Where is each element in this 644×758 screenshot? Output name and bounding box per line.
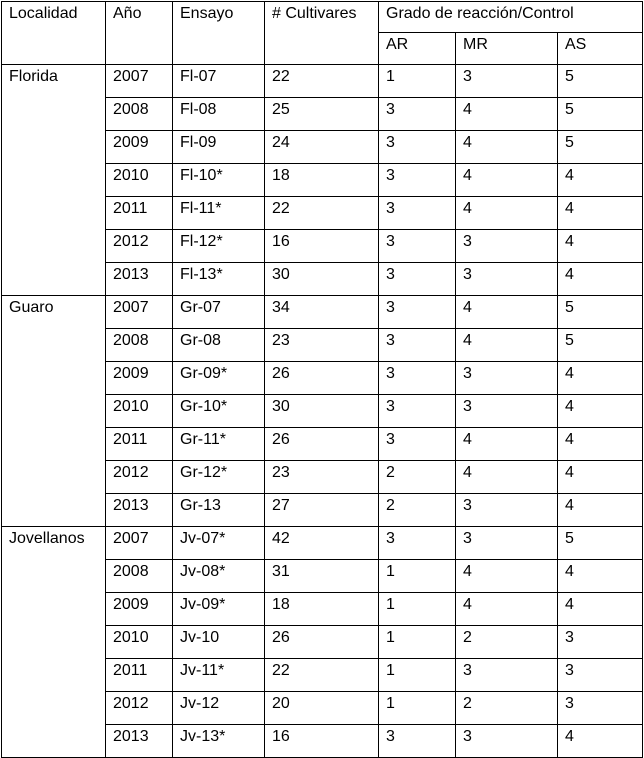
cell-anio: 2007 xyxy=(106,296,173,329)
reaction-table xyxy=(1,1,643,758)
cell-localidad: Jovellanos xyxy=(2,527,106,758)
cell-ensayo: Jv-10 xyxy=(173,626,265,659)
cell-ensayo: Gr-11* xyxy=(173,428,265,461)
cell-ensayo: Gr-12* xyxy=(173,461,265,494)
cell-ensayo: Fl-11* xyxy=(173,197,265,230)
cell-ensayo: Fl-07 xyxy=(173,65,265,98)
cell-ar: 1 xyxy=(379,65,456,98)
cell-cultivares: 22 xyxy=(265,197,379,230)
cell-anio: 2013 xyxy=(106,725,173,758)
cell-as: 4 xyxy=(558,263,643,296)
cell-ar: 3 xyxy=(379,131,456,164)
cell-ensayo: Jv-12 xyxy=(173,692,265,725)
cell-ar: 3 xyxy=(379,98,456,131)
cell-anio: 2009 xyxy=(106,362,173,395)
cell-ar: 3 xyxy=(379,296,456,329)
cell-ar: 3 xyxy=(379,329,456,362)
col-header-ar: AR xyxy=(379,33,456,65)
cell-as: 5 xyxy=(558,98,643,131)
cell-mr: 2 xyxy=(456,626,558,659)
cell-as: 4 xyxy=(558,362,643,395)
cell-as: 5 xyxy=(558,131,643,164)
cell-cultivares: 27 xyxy=(265,494,379,527)
cell-ensayo: Gr-10* xyxy=(173,395,265,428)
cell-cultivares: 25 xyxy=(265,98,379,131)
cell-as: 4 xyxy=(558,461,643,494)
col-header-anio: Año xyxy=(106,2,173,65)
cell-as: 3 xyxy=(558,626,643,659)
cell-anio: 2010 xyxy=(106,395,173,428)
cell-mr: 3 xyxy=(456,494,558,527)
cell-ensayo: Fl-08 xyxy=(173,98,265,131)
cell-mr: 4 xyxy=(456,329,558,362)
cell-mr: 4 xyxy=(456,428,558,461)
cell-as: 5 xyxy=(558,65,643,98)
cell-ar: 3 xyxy=(379,395,456,428)
cell-anio: 2011 xyxy=(106,659,173,692)
cell-cultivares: 20 xyxy=(265,692,379,725)
cell-mr: 4 xyxy=(456,593,558,626)
table-row xyxy=(2,527,643,560)
cell-anio: 2012 xyxy=(106,692,173,725)
cell-anio: 2010 xyxy=(106,164,173,197)
cell-mr: 4 xyxy=(456,296,558,329)
cell-anio: 2008 xyxy=(106,98,173,131)
cell-anio: 2013 xyxy=(106,494,173,527)
table-row xyxy=(2,65,643,98)
cell-ar: 3 xyxy=(379,197,456,230)
cell-ensayo: Fl-12* xyxy=(173,230,265,263)
cell-ar: 2 xyxy=(379,461,456,494)
cell-cultivares: 30 xyxy=(265,395,379,428)
cell-mr: 3 xyxy=(456,725,558,758)
col-header-grado: Grado de reacción/Control xyxy=(379,2,643,33)
cell-anio: 2007 xyxy=(106,527,173,560)
cell-mr: 4 xyxy=(456,98,558,131)
cell-mr: 4 xyxy=(456,197,558,230)
cell-as: 4 xyxy=(558,494,643,527)
cell-anio: 2008 xyxy=(106,329,173,362)
cell-cultivares: 34 xyxy=(265,296,379,329)
cell-as: 3 xyxy=(558,692,643,725)
cell-ensayo: Gr-09* xyxy=(173,362,265,395)
cell-ar: 3 xyxy=(379,725,456,758)
cell-cultivares: 23 xyxy=(265,461,379,494)
cell-cultivares: 23 xyxy=(265,329,379,362)
cell-as: 3 xyxy=(558,659,643,692)
col-header-cultivares: # Cultivares xyxy=(265,2,379,65)
cell-localidad: Florida xyxy=(2,65,106,296)
cell-anio: 2011 xyxy=(106,197,173,230)
cell-cultivares: 22 xyxy=(265,659,379,692)
cell-as: 4 xyxy=(558,593,643,626)
cell-as: 4 xyxy=(558,428,643,461)
cell-anio: 2013 xyxy=(106,263,173,296)
cell-as: 4 xyxy=(558,725,643,758)
cell-mr: 3 xyxy=(456,65,558,98)
cell-cultivares: 18 xyxy=(265,593,379,626)
cell-cultivares: 26 xyxy=(265,362,379,395)
cell-ar: 3 xyxy=(379,362,456,395)
cell-ar: 2 xyxy=(379,494,456,527)
cell-cultivares: 31 xyxy=(265,560,379,593)
cell-mr: 3 xyxy=(456,362,558,395)
cell-ensayo: Jv-13* xyxy=(173,725,265,758)
cell-cultivares: 26 xyxy=(265,626,379,659)
col-header-ensayo: Ensayo xyxy=(173,2,265,65)
cell-as: 5 xyxy=(558,296,643,329)
cell-mr: 2 xyxy=(456,692,558,725)
cell-cultivares: 30 xyxy=(265,263,379,296)
cell-mr: 4 xyxy=(456,164,558,197)
cell-anio: 2007 xyxy=(106,65,173,98)
cell-ensayo: Jv-07* xyxy=(173,527,265,560)
cell-ensayo: Jv-08* xyxy=(173,560,265,593)
cell-as: 4 xyxy=(558,197,643,230)
cell-mr: 3 xyxy=(456,659,558,692)
cell-ensayo: Jv-09* xyxy=(173,593,265,626)
cell-anio: 2008 xyxy=(106,560,173,593)
cell-cultivares: 22 xyxy=(265,65,379,98)
cell-as: 5 xyxy=(558,329,643,362)
cell-mr: 4 xyxy=(456,461,558,494)
header-row xyxy=(2,2,643,33)
cell-ar: 3 xyxy=(379,164,456,197)
cell-ensayo: Gr-08 xyxy=(173,329,265,362)
cell-ar: 1 xyxy=(379,560,456,593)
cell-ensayo: Gr-13 xyxy=(173,494,265,527)
cell-ensayo: Fl-09 xyxy=(173,131,265,164)
cell-as: 4 xyxy=(558,560,643,593)
cell-anio: 2012 xyxy=(106,461,173,494)
cell-localidad: Guaro xyxy=(2,296,106,527)
cell-ensayo: Fl-13* xyxy=(173,263,265,296)
cell-anio: 2011 xyxy=(106,428,173,461)
cell-cultivares: 16 xyxy=(265,725,379,758)
col-header-as: AS xyxy=(558,33,643,65)
col-header-mr: MR xyxy=(456,33,558,65)
cell-anio: 2010 xyxy=(106,626,173,659)
cell-cultivares: 24 xyxy=(265,131,379,164)
cell-mr: 3 xyxy=(456,527,558,560)
cell-mr: 3 xyxy=(456,230,558,263)
table-row xyxy=(2,296,643,329)
cell-ensayo: Fl-10* xyxy=(173,164,265,197)
cell-mr: 3 xyxy=(456,395,558,428)
cell-as: 4 xyxy=(558,230,643,263)
cell-ar: 1 xyxy=(379,593,456,626)
cell-ar: 3 xyxy=(379,263,456,296)
cell-cultivares: 18 xyxy=(265,164,379,197)
cell-ar: 1 xyxy=(379,626,456,659)
cell-mr: 4 xyxy=(456,560,558,593)
cell-ar: 1 xyxy=(379,659,456,692)
cell-ar: 3 xyxy=(379,428,456,461)
cell-mr: 4 xyxy=(456,131,558,164)
cell-as: 5 xyxy=(558,527,643,560)
cell-cultivares: 16 xyxy=(265,230,379,263)
col-header-localidad: Localidad xyxy=(2,2,106,65)
cell-ensayo: Jv-11* xyxy=(173,659,265,692)
cell-as: 4 xyxy=(558,164,643,197)
table-body xyxy=(2,65,643,758)
cell-ensayo: Gr-07 xyxy=(173,296,265,329)
cell-cultivares: 26 xyxy=(265,428,379,461)
cell-ar: 3 xyxy=(379,527,456,560)
cell-anio: 2009 xyxy=(106,593,173,626)
cell-mr: 3 xyxy=(456,263,558,296)
cell-anio: 2012 xyxy=(106,230,173,263)
cell-as: 4 xyxy=(558,395,643,428)
cell-cultivares: 42 xyxy=(265,527,379,560)
cell-ar: 3 xyxy=(379,230,456,263)
cell-anio: 2009 xyxy=(106,131,173,164)
cell-ar: 1 xyxy=(379,692,456,725)
